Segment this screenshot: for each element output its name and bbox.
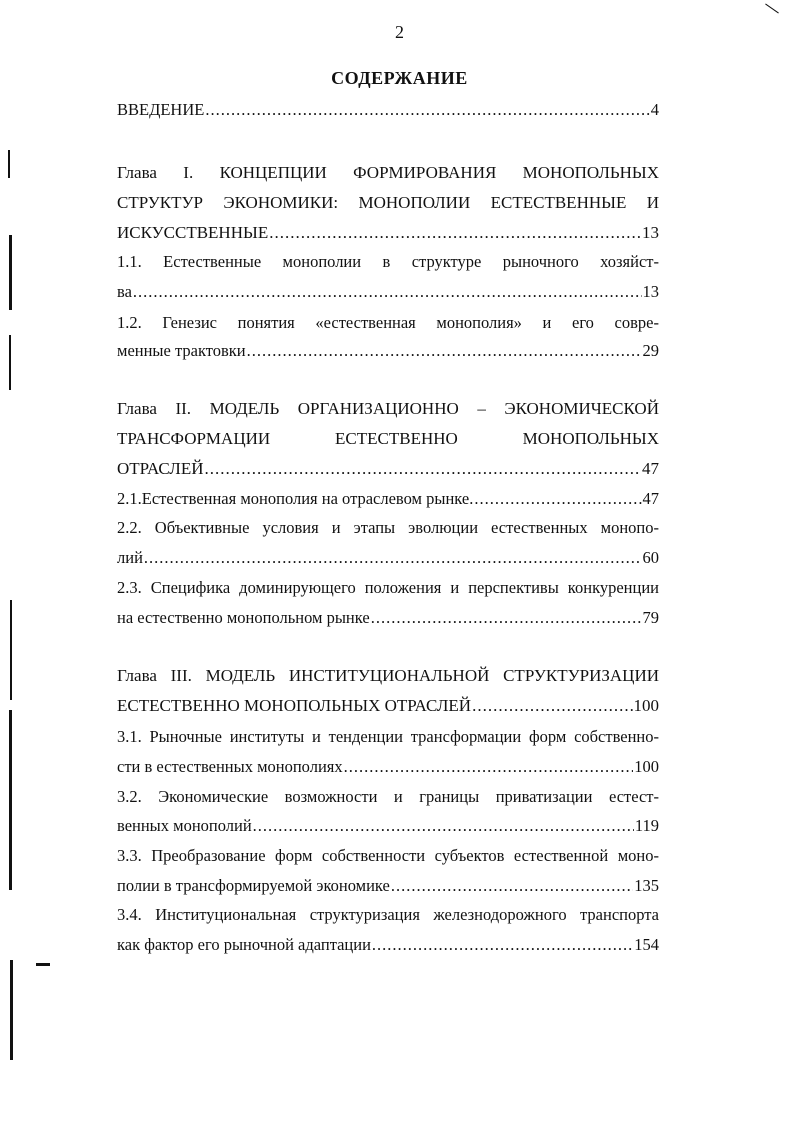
dot-leader (472, 696, 632, 716)
scan-mark (10, 960, 13, 1060)
scan-mark (9, 710, 12, 890)
dot-leader (133, 282, 642, 302)
toc-entry-title: ВВЕДЕНИЕ (117, 100, 205, 119)
section-1-2-line1: 1.2. Генезис понятия «естественная монополия» и его совре- (117, 313, 659, 332)
dot-leader (391, 876, 633, 896)
toc-page-number: 79 (642, 608, 659, 627)
toc-page-number: 135 (634, 876, 659, 895)
chapter1-heading-line2: СТРУКТУР ЭКОНОМИКИ: МОНОПОЛИИ ЕСТЕСТВЕННЫЕ И (117, 193, 659, 212)
toc-entry-section-2-1 (117, 489, 659, 509)
page-number: 2 (395, 22, 404, 42)
scan-mark (36, 963, 50, 966)
chapter3-heading-line1: Глава III. МОДЕЛЬ ИНСТИТУЦИОНАЛЬНОЙ СТРУКТУРИЗАЦИИ (117, 666, 659, 685)
toc-entry-title: ИСКУССТВЕННЫЕ (117, 223, 269, 242)
toc-page-number: 47 (642, 489, 659, 508)
toc-page-number: 100 (633, 696, 659, 715)
toc-entry-title: венных монополий (117, 816, 252, 835)
section-3-1-line1: 3.1. Рыночные институты и тенденции трансформации форм собственно- (117, 727, 659, 746)
scan-mark (9, 335, 11, 390)
toc-entry-section-2-2 (117, 548, 659, 568)
section-2-3-line1: 2.3. Специфика доминирующего положения и перспективы конкуренции (117, 578, 659, 597)
toc-entry-section-3-1 (117, 757, 659, 777)
section-3-3-line1: 3.3. Преобразование форм собственности субъектов естественной моно- (117, 846, 659, 865)
section-1-1-line1: 1.1. Естественные монополии в структуре рыночного хозяйст- (117, 252, 659, 271)
toc-entry-introduction (117, 100, 659, 120)
section-3-4-line1: 3.4. Институциональная структуризация железнодорожного транспорта (117, 905, 659, 924)
section-2-2-line1: 2.2. Объективные условия и этапы эволюции естественных монопо- (117, 518, 659, 537)
toc-entry-chapter3 (117, 696, 659, 716)
toc-page-number: 47 (642, 459, 659, 478)
toc-entry-title: менные трактовки (117, 341, 246, 360)
dot-leader (474, 489, 641, 509)
toc-entry-section-1-2 (117, 341, 659, 361)
toc-entry-title: ОТРАСЛЕЙ (117, 459, 204, 478)
dot-leader (344, 757, 634, 777)
toc-entry-title: сти в естественных монополиях (117, 757, 343, 776)
toc-page-number: 154 (634, 935, 659, 954)
scan-mark (9, 235, 12, 310)
toc-page-number: 29 (642, 341, 659, 360)
toc-entry-title: лий (117, 548, 143, 567)
toc-entry-title: 2.1.Естественная монополия на отраслевом рынке. (117, 489, 474, 508)
toc-page-number: 119 (634, 816, 659, 835)
scan-mark (10, 600, 12, 700)
toc-page-number: 13 (642, 282, 659, 301)
toc-entry-chapter2 (117, 459, 659, 479)
toc-entry-title: полии в трансформируемой экономике (117, 876, 390, 895)
toc-entry-title: на естественно монопольном рынке (117, 608, 370, 627)
dot-leader (372, 935, 633, 955)
dot-leader (144, 548, 642, 568)
toc-page-number: 60 (642, 548, 659, 567)
toc-entry-section-3-3 (117, 876, 659, 896)
chapter2-heading-line1: Глава II. МОДЕЛЬ ОРГАНИЗАЦИОННО – ЭКОНОМИЧЕСКОЙ (117, 399, 659, 418)
dot-leader (204, 459, 641, 479)
toc-page-number: 13 (642, 223, 659, 242)
chapter1-heading-line1: Глава I. КОНЦЕПЦИИ ФОРМИРОВАНИЯ МОНОПОЛЬНЫХ (117, 163, 659, 182)
dot-leader (247, 341, 642, 361)
dot-leader (205, 100, 649, 120)
chapter2-heading-line2: ТРАНСФОРМАЦИИ ЕСТЕСТВЕННО МОНОПОЛЬНЫХ (117, 429, 659, 448)
toc-entry-chapter1 (117, 223, 659, 243)
scan-mark (8, 150, 10, 178)
toc-page-number: 100 (634, 757, 659, 776)
toc-entry-section-1-1 (117, 282, 659, 302)
toc-page-number: 4 (650, 100, 659, 119)
toc-entry-title: ва (117, 282, 132, 301)
toc-entry-section-3-4 (117, 935, 659, 955)
dot-leader (269, 223, 641, 243)
toc-entry-title: ЕСТЕСТВЕННО МОНОПОЛЬНЫХ ОТРАСЛЕЙ (117, 696, 472, 715)
section-3-2-line1: 3.2. Экономические возможности и границы приватизации естест- (117, 787, 659, 806)
page-title: СОДЕРЖАНИЕ (331, 68, 468, 88)
toc-entry-title: как фактор его рыночной адаптации (117, 935, 371, 954)
toc-entry-section-2-3 (117, 608, 659, 628)
dot-leader (371, 608, 642, 628)
dot-leader (253, 816, 634, 836)
scan-mark (765, 4, 779, 14)
toc-entry-section-3-2 (117, 816, 659, 836)
